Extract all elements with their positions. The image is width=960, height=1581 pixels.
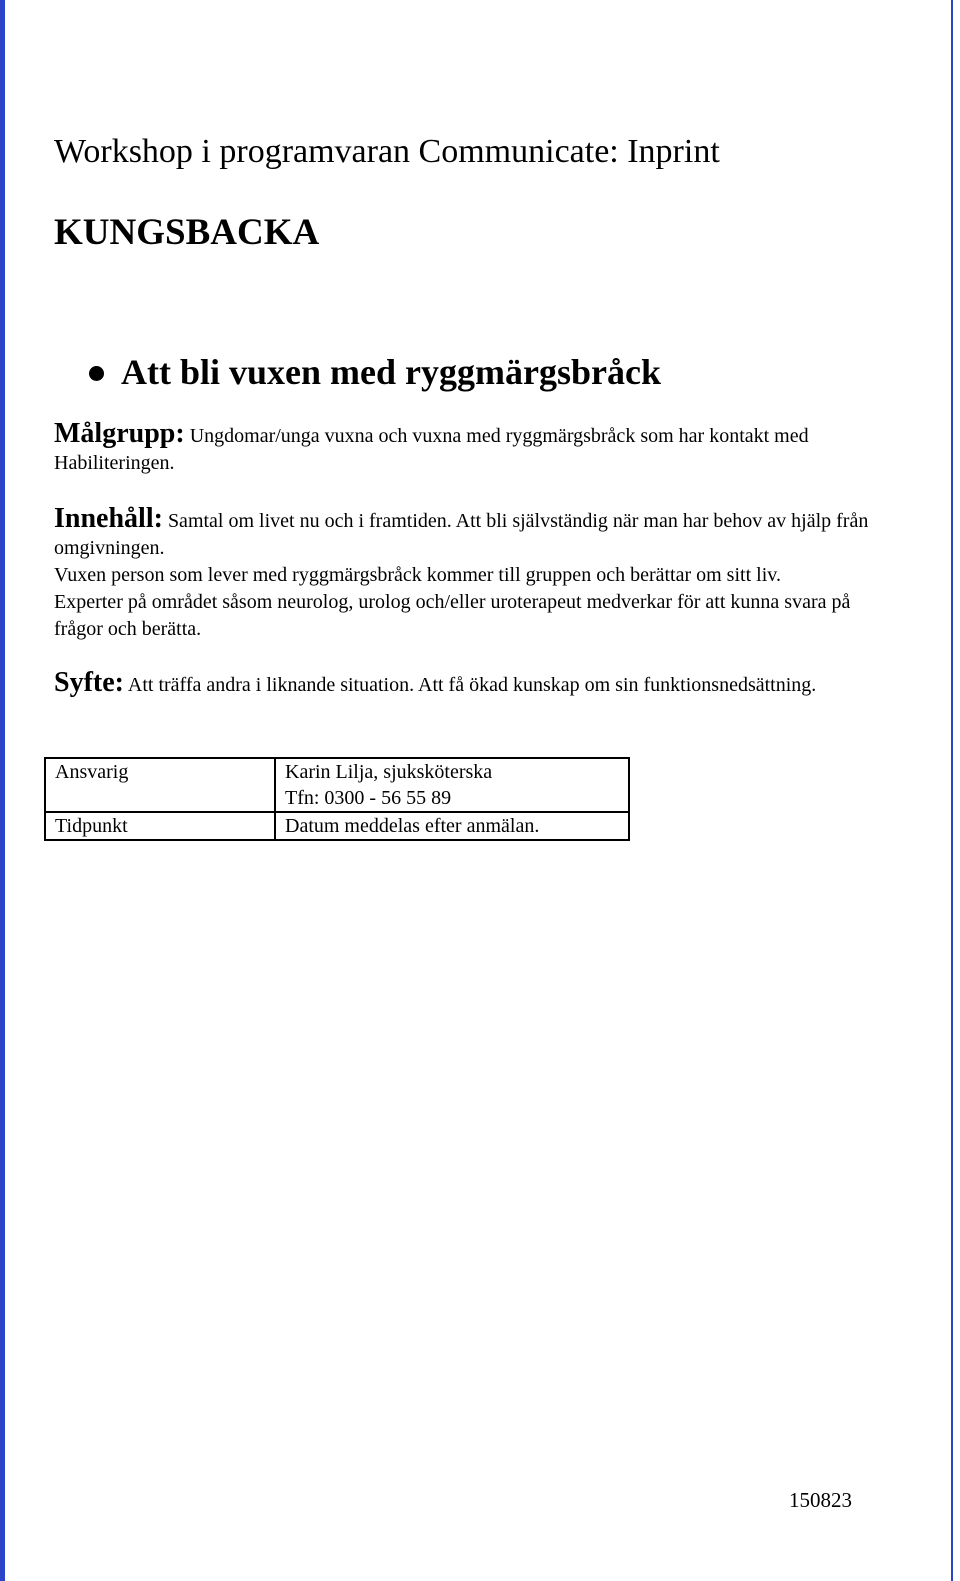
content-label: Innehåll: xyxy=(54,503,163,534)
content-section xyxy=(54,505,904,643)
time-value: Datum meddelas efter anmälan. xyxy=(275,812,629,840)
target-group-section xyxy=(54,420,904,477)
content-paragraph-3: Experter på området såsom neurolog, urolog och/eller uroterapeut medverkar för att kunna svara på frågor och berätta. xyxy=(54,591,851,640)
table-row xyxy=(45,758,629,812)
document-title: Workshop i programvaran Communicate: Inprint xyxy=(54,133,720,170)
info-table xyxy=(44,757,630,841)
responsible-phone: Tfn: 0300 - 56 55 89 xyxy=(285,787,452,809)
purpose-text: Att träffa andra i liknande situation. Att få ökad kunskap om sin funktionsnedsättning. xyxy=(127,674,817,696)
target-group-label: Målgrupp: xyxy=(54,418,185,449)
responsible-name: Karin Lilja, sjuksköterska xyxy=(285,761,493,783)
purpose-section xyxy=(54,669,904,699)
content-paragraph-2: Vuxen person som lever med ryggmärgsbråck kommer till gruppen och berättar om sitt liv. xyxy=(54,564,781,586)
responsible-value xyxy=(275,758,629,812)
document-number: 150823 xyxy=(789,1488,852,1512)
table-row xyxy=(45,812,629,840)
page-border-right xyxy=(951,0,960,1581)
course-title: Att bli vuxen med ryggmärgsbråck xyxy=(121,352,661,392)
target-group-text: Ungdomar/unga vuxna och vuxna med ryggmärgsbråck som har kontakt med Habiliteringen. xyxy=(54,425,809,474)
location-heading: KUNGSBACKA xyxy=(54,212,320,253)
responsible-label: Ansvarig xyxy=(45,758,275,812)
purpose-label: Syfte: xyxy=(54,667,124,698)
bullet-icon xyxy=(89,366,104,381)
content-text: Samtal om livet nu och i framtiden. Att bli självständig när man har behov av hjälp från omgivningen. xyxy=(54,510,869,559)
time-label: Tidpunkt xyxy=(45,812,275,840)
